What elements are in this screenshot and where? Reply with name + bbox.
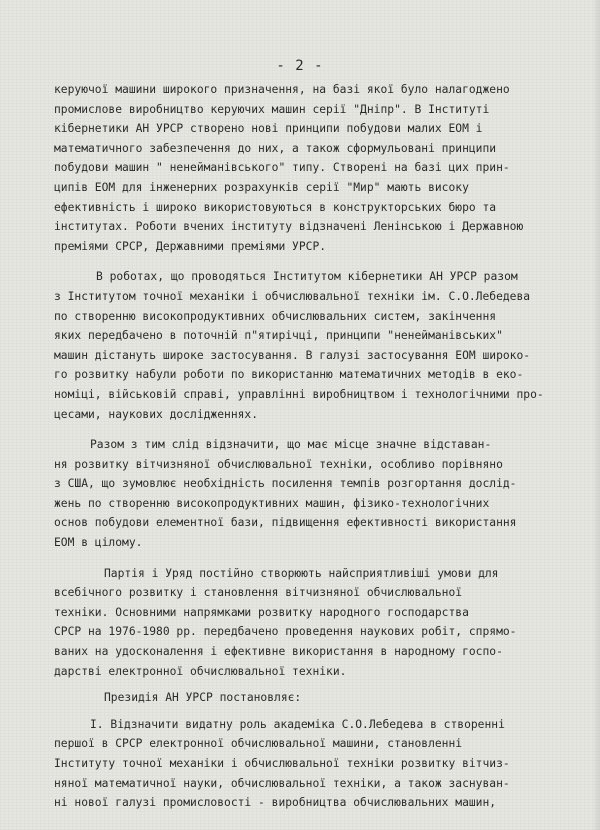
page-number: - 2 - bbox=[276, 58, 324, 74]
paragraph bbox=[54, 688, 574, 708]
paragraph-gap bbox=[54, 256, 574, 267]
text-line: номіці, військовій справі, управлінні виробництвом і технологічними про- bbox=[54, 387, 544, 401]
paragraph bbox=[54, 80, 574, 256]
paragraph bbox=[54, 564, 574, 682]
text-line: жень по створенню високопродуктивних машин, фізико-технологічних bbox=[54, 496, 490, 510]
text-line: ні нової галузі промисловості - виробництва обчислювальних машин, bbox=[54, 796, 497, 810]
text-line: техніки. Основними напрямками розвитку народного господарства bbox=[54, 605, 469, 619]
paragraph-gap bbox=[54, 424, 574, 435]
text-line: СРСР на 1976-1980 рр. передбачено проведення наукових робіт, спрямо- bbox=[54, 625, 517, 639]
text-line: побудови машин " ненейманівського" типу. Створені на базі цих прин- bbox=[54, 161, 510, 175]
text-line: ваних на удосконалення і ефективне використання в народному госпо- bbox=[54, 645, 503, 659]
paragraph bbox=[54, 267, 574, 424]
text-line: дарстві електронної обчислювальної техніки. bbox=[54, 664, 347, 678]
text-line: ципів ЕОМ для інженерних розрахунків серії "Мир" мають високу bbox=[54, 180, 469, 194]
text-line: преміями СРСР, Державними преміями УРСР. bbox=[54, 239, 327, 253]
text-line: го розвитку набули роботи по використанню математичних методів в еко- bbox=[54, 368, 524, 382]
text-line: В роботах, що проводяться Інститутом кібернетики АН УРСР разом bbox=[96, 270, 518, 284]
text-line: Інституту точної механіки і обчислювальної техніки розвитку вітчиз- bbox=[54, 757, 510, 770]
text-line: з США, що зумовлює необхідність посилення темпів розгортання дослід- bbox=[54, 477, 517, 491]
text-line: Партія і Уряд постійно створюють найсприятливіші умови для bbox=[104, 566, 499, 580]
scan-edge-shadow bbox=[592, 0, 600, 830]
text-line: основ побудови елементної бази, підвищення ефективності використання bbox=[54, 516, 517, 530]
text-line: Президія АН УРСР постановляє: bbox=[104, 691, 302, 705]
paragraph bbox=[54, 715, 574, 813]
text-line: ефективність і широко використовуються в конструкторських бюро та bbox=[54, 200, 497, 214]
paragraph-gap bbox=[54, 708, 574, 715]
paragraph-gap bbox=[54, 553, 574, 564]
text-line: машин дістануть широке застосування. В галузі застосування ЕОМ широко- bbox=[54, 348, 531, 362]
text-line: математичного забезпечення до них, а також сформульовані принципи bbox=[54, 141, 497, 155]
text-line: першої в СРСР електронної обчислювальної машини, становленні bbox=[54, 737, 463, 751]
paragraph bbox=[54, 435, 574, 553]
text-line: інститутах. Роботи вчених інституту відзначені Ленінською і Державною bbox=[54, 220, 524, 234]
text-line: цесами, наукових дослідженнях. bbox=[54, 407, 259, 421]
text-line: керуючої машини широкого призначення, на базі якої було налагоджено bbox=[54, 83, 510, 96]
text-line: всебічного розвитку і становлення вітчизняної обчислювальної bbox=[54, 586, 463, 600]
text-line: кібернетики АН УРСР створено нові принципи побудови малих ЕОМ і bbox=[54, 122, 483, 136]
text-line: яких передбачено в поточній п"ятирічці, принципи "ненейманівських" bbox=[54, 329, 503, 343]
text-line: ня розвитку вітчизняної обчислювальної техніки, особливо порівняно bbox=[54, 457, 503, 471]
text-line: по створенню високопродуктивних обчислювальних систем, закінчення bbox=[54, 309, 497, 323]
text-line: з Інститутом точної механіки і обчислювальної техніки ім. С.О.Лебедева bbox=[54, 289, 531, 303]
document-body bbox=[54, 80, 574, 813]
text-line: І. Відзначити видатну роль академіка С.О.Лебедева в створенні bbox=[90, 717, 505, 731]
text-line: ЕОМ в цілому. bbox=[54, 536, 143, 550]
text-line: Разом з тим слід відзначити, що має місце значне відставан- bbox=[90, 438, 492, 452]
text-line: промислове виробництво керуючих машин серії "Дніпр". В Інституті bbox=[54, 102, 490, 116]
text-line: няної математичної науки, обчислювальної техніки, а також заснуван- bbox=[54, 776, 510, 790]
paragraph-gap bbox=[54, 681, 574, 688]
